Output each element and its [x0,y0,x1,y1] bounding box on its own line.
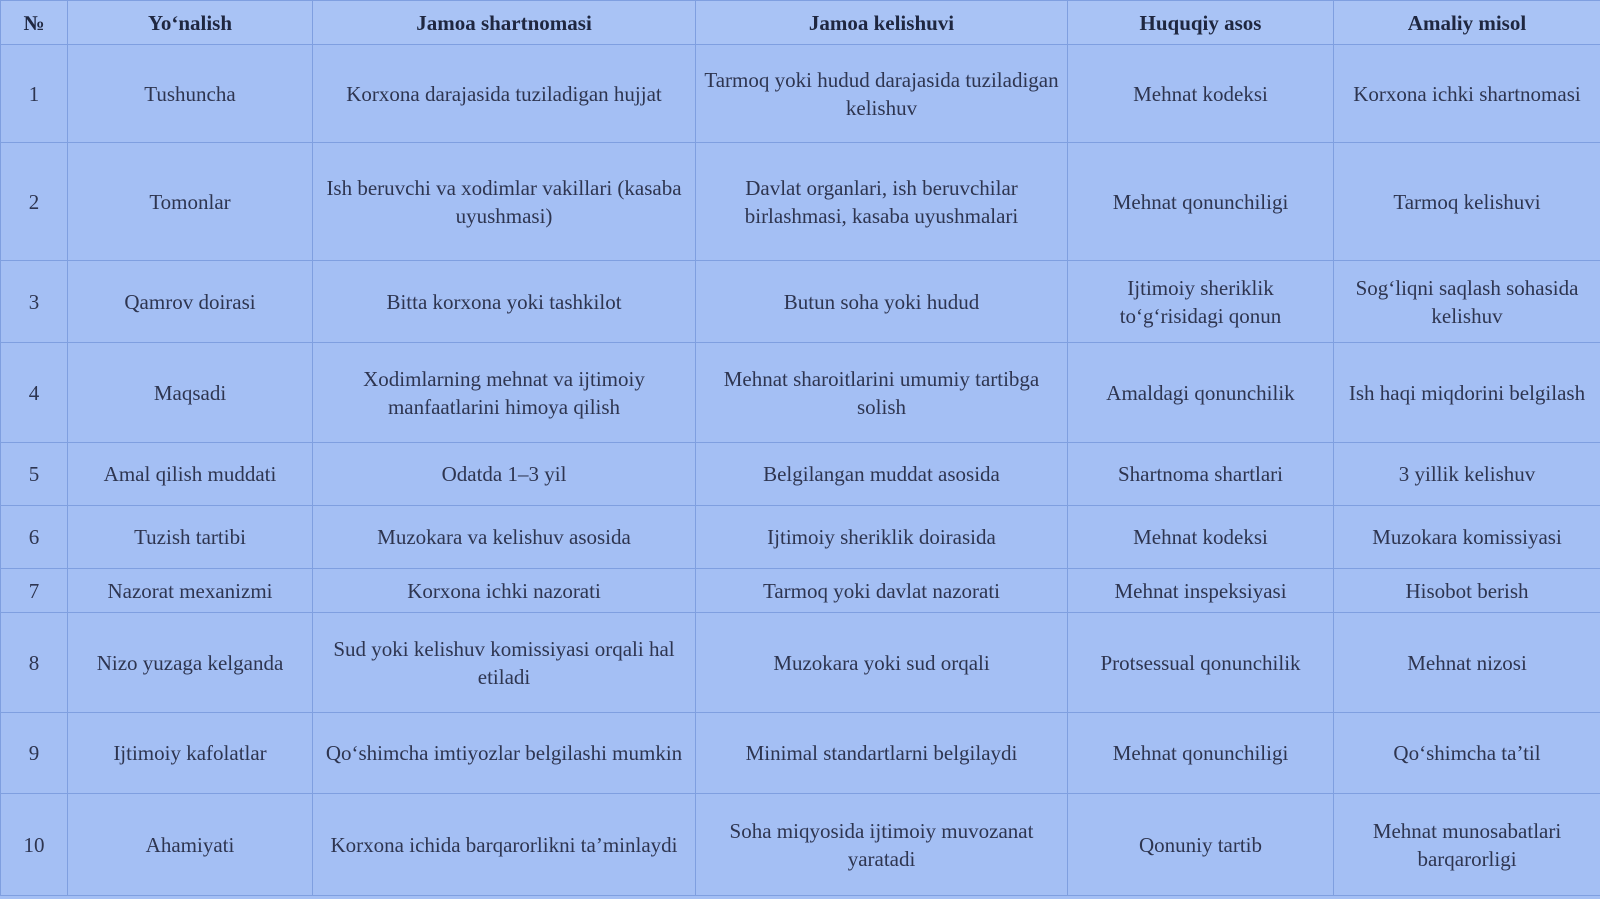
header-collective-contract: Jamoa shartnomasi [313,1,696,45]
cell-legal-basis: Mehnat kodeksi [1068,45,1334,143]
cell-number: 10 [1,794,68,896]
header-collective-agreement: Jamoa kelishuvi [696,1,1068,45]
table-body [1,45,1600,896]
table-row [1,569,1600,613]
cell-collective-contract: Xodimlarning mehnat va ijtimoiy manfaatlarini himoya qilish [313,343,696,443]
cell-practical-example: Korxona ichki shartnomasi [1334,45,1600,143]
cell-legal-basis: Mehnat inspeksiyasi [1068,569,1334,613]
cell-number: 2 [1,143,68,261]
cell-legal-basis: Shartnoma shartlari [1068,443,1334,506]
cell-collective-agreement: Belgilangan muddat asosida [696,443,1068,506]
cell-collective-contract: Odatda 1–3 yil [313,443,696,506]
header-number: № [1,1,68,45]
cell-legal-basis: Mehnat qonunchiligi [1068,143,1334,261]
cell-collective-contract: Muzokara va kelishuv asosida [313,506,696,569]
cell-direction: Nazorat mexanizmi [68,569,313,613]
cell-collective-agreement: Mehnat sharoitlarini umumiy tartibga solish [696,343,1068,443]
table-row [1,143,1600,261]
cell-direction: Tomonlar [68,143,313,261]
cell-practical-example: Muzokara komissiyasi [1334,506,1600,569]
cell-direction: Amal qilish muddati [68,443,313,506]
cell-collective-agreement: Soha miqyosida ijtimoiy muvozanat yaratadi [696,794,1068,896]
table-header [1,1,1600,45]
cell-collective-agreement: Butun soha yoki hudud [696,261,1068,343]
cell-number: 1 [1,45,68,143]
cell-collective-agreement: Muzokara yoki sud orqali [696,613,1068,713]
cell-practical-example: Ish haqi miqdorini belgilash [1334,343,1600,443]
cell-number: 7 [1,569,68,613]
cell-practical-example: Hisobot berish [1334,569,1600,613]
header-legal-basis: Huquqiy asos [1068,1,1334,45]
cell-practical-example: Sog‘liqni saqlash sohasida kelishuv [1334,261,1600,343]
cell-direction: Ahamiyati [68,794,313,896]
cell-number: 3 [1,261,68,343]
cell-number: 8 [1,613,68,713]
cell-collective-agreement: Tarmoq yoki davlat nazorati [696,569,1068,613]
header-practical-example: Amaliy misol [1334,1,1600,45]
cell-legal-basis: Amaldagi qonunchilik [1068,343,1334,443]
cell-collective-contract: Korxona ichki nazorati [313,569,696,613]
cell-direction: Nizo yuzaga kelganda [68,613,313,713]
cell-collective-agreement: Davlat organlari, ish beruvchilar birlashmasi, kasaba uyushmalari [696,143,1068,261]
cell-practical-example: Mehnat munosabatlari barqarorligi [1334,794,1600,896]
cell-practical-example: Mehnat nizosi [1334,613,1600,713]
cell-direction: Tuzish tartibi [68,506,313,569]
cell-direction: Ijtimoiy kafolatlar [68,713,313,794]
table-row [1,261,1600,343]
table-row [1,506,1600,569]
cell-number: 4 [1,343,68,443]
cell-practical-example: Tarmoq kelishuvi [1334,143,1600,261]
header-direction: Yo‘nalish [68,1,313,45]
cell-practical-example: Qo‘shimcha ta’til [1334,713,1600,794]
cell-number: 9 [1,713,68,794]
table-row [1,713,1600,794]
header-row [1,1,1600,45]
cell-number: 6 [1,506,68,569]
cell-collective-agreement: Ijtimoiy sheriklik doirasida [696,506,1068,569]
cell-number: 5 [1,443,68,506]
cell-legal-basis: Protsessual qonunchilik [1068,613,1334,713]
cell-collective-contract: Korxona darajasida tuziladigan hujjat [313,45,696,143]
cell-practical-example: 3 yillik kelishuv [1334,443,1600,506]
cell-legal-basis: Mehnat qonunchiligi [1068,713,1334,794]
cell-collective-agreement: Tarmoq yoki hudud darajasida tuziladigan kelishuv [696,45,1068,143]
table-row [1,443,1600,506]
table-row [1,343,1600,443]
cell-collective-contract: Ish beruvchi va xodimlar vakillari (kasaba uyushmasi) [313,143,696,261]
cell-legal-basis: Qonuniy tartib [1068,794,1334,896]
table-row [1,613,1600,713]
cell-direction: Qamrov doirasi [68,261,313,343]
table-row [1,45,1600,143]
cell-collective-contract: Sud yoki kelishuv komissiyasi orqali hal etiladi [313,613,696,713]
cell-collective-agreement: Minimal standartlarni belgilaydi [696,713,1068,794]
table-row [1,794,1600,896]
cell-direction: Tushuncha [68,45,313,143]
cell-collective-contract: Qo‘shimcha imtiyozlar belgilashi mumkin [313,713,696,794]
cell-legal-basis: Ijtimoiy sheriklik to‘g‘risidagi qonun [1068,261,1334,343]
cell-collective-contract: Korxona ichida barqarorlikni ta’minlaydi [313,794,696,896]
cell-legal-basis: Mehnat kodeksi [1068,506,1334,569]
cell-direction: Maqsadi [68,343,313,443]
cell-collective-contract: Bitta korxona yoki tashkilot [313,261,696,343]
